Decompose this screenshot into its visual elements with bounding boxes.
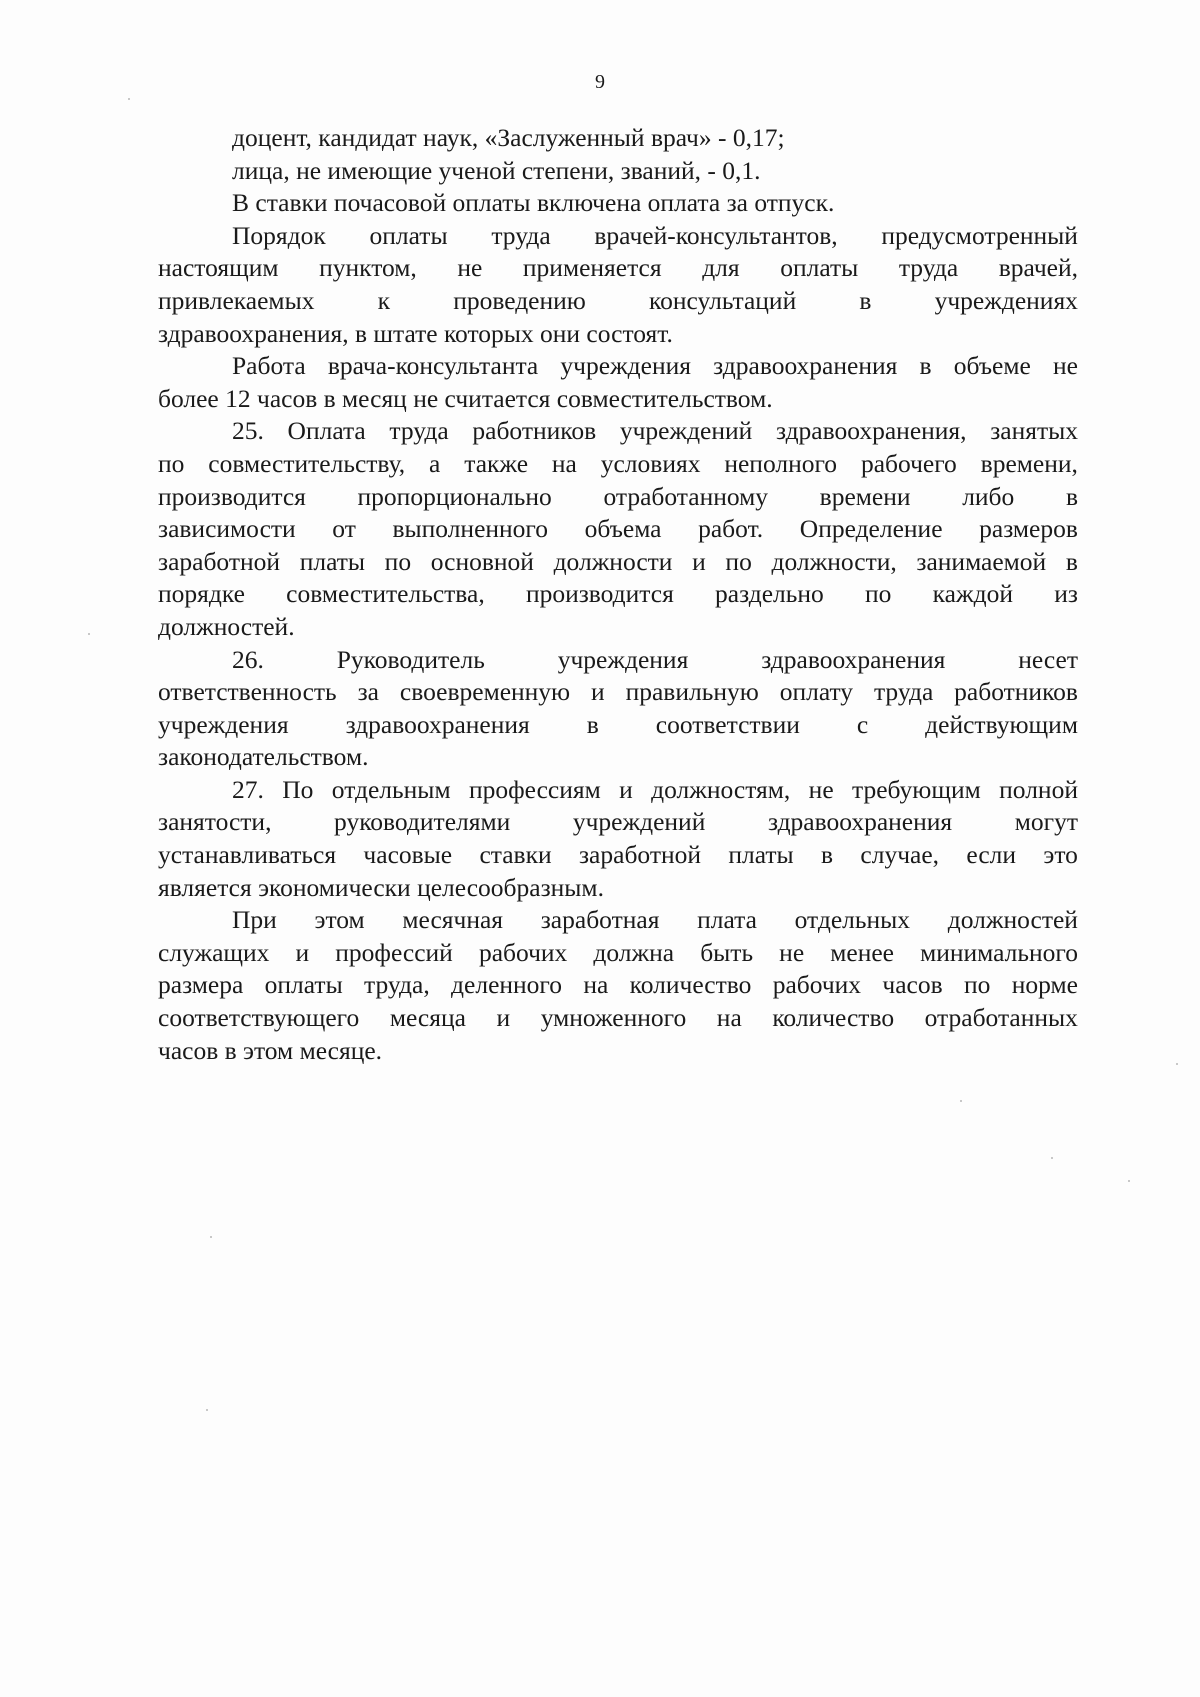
text-line bbox=[158, 448, 1078, 481]
text-word: более 12 часов в месяц не считается совместительством. bbox=[158, 383, 773, 413]
text-word: Оплата bbox=[287, 416, 366, 446]
text-word: на bbox=[716, 1003, 742, 1033]
text-word: не bbox=[808, 774, 834, 804]
text-word: занимаемой bbox=[916, 546, 1047, 576]
text-word: часовые bbox=[363, 840, 453, 870]
text-word: совместительства, bbox=[286, 579, 485, 609]
text-word: этом bbox=[314, 905, 365, 935]
text-word: это bbox=[1043, 840, 1078, 870]
text-word: не bbox=[457, 253, 483, 283]
text-word: рабочих bbox=[478, 937, 568, 967]
text-word: доцент, кандидат наук, «Заслуженный врач» - 0,17; bbox=[232, 123, 785, 152]
text-word: производится bbox=[525, 579, 674, 609]
text-word: При bbox=[232, 905, 277, 935]
text-word: Определение bbox=[799, 514, 943, 544]
text-word: быть bbox=[700, 937, 754, 967]
text-line bbox=[158, 872, 1078, 905]
text-word: платы bbox=[728, 840, 794, 870]
text-line bbox=[158, 937, 1078, 970]
text-word: в bbox=[919, 351, 932, 381]
text-word: оплаты bbox=[264, 970, 343, 1000]
text-word: объема bbox=[584, 514, 662, 544]
text-line bbox=[158, 1035, 1078, 1068]
text-word: По bbox=[282, 774, 314, 804]
text-word: предусмотренный bbox=[881, 220, 1078, 250]
text-word: 26. bbox=[232, 644, 264, 674]
text-line bbox=[158, 122, 1078, 155]
text-word: настоящим bbox=[158, 253, 279, 283]
text-word: раздельно bbox=[715, 579, 824, 609]
text-line bbox=[158, 155, 1078, 188]
text-word: и bbox=[619, 774, 633, 804]
text-word: часов bbox=[882, 970, 943, 1000]
text-word: должностей. bbox=[158, 611, 295, 641]
text-word: правильную bbox=[625, 677, 759, 707]
text-word: заработной bbox=[158, 546, 281, 576]
text-word: врача-консультанта bbox=[327, 351, 539, 381]
text-word: по bbox=[725, 546, 752, 576]
text-line bbox=[158, 839, 1078, 872]
text-word: занятых bbox=[990, 416, 1078, 446]
text-line bbox=[158, 741, 1078, 774]
text-word: законодательством. bbox=[158, 742, 369, 772]
text-word: является экономически целесообразным. bbox=[158, 872, 604, 902]
text-word: условиях bbox=[600, 448, 701, 478]
text-word: здравоохранения, bbox=[775, 416, 967, 446]
text-line bbox=[158, 969, 1078, 1002]
text-word: по bbox=[865, 579, 892, 609]
text-word: по bbox=[963, 970, 991, 1000]
text-word: отработанному bbox=[603, 481, 769, 511]
text-word: ставки bbox=[479, 840, 552, 870]
text-word: учреждения bbox=[557, 644, 689, 674]
text-word: В ставки почасовой оплаты включена оплата за отпуск. bbox=[232, 188, 835, 218]
text-word: на bbox=[583, 970, 609, 1000]
text-word: Работа bbox=[232, 351, 306, 381]
text-word: здравоохранения bbox=[713, 351, 898, 381]
text-word: месяца bbox=[389, 1003, 466, 1033]
text-word: пунктом, bbox=[319, 253, 417, 283]
text-word: требующим bbox=[852, 774, 981, 804]
text-word: работников bbox=[954, 677, 1078, 707]
text-word: в bbox=[1065, 546, 1078, 576]
text-word: профессий bbox=[335, 937, 453, 967]
text-word: плата bbox=[697, 905, 757, 935]
text-word: оплату bbox=[779, 677, 854, 707]
text-word: должна bbox=[593, 937, 675, 967]
text-word: не bbox=[779, 937, 805, 967]
text-word: за bbox=[357, 677, 379, 707]
text-word: с bbox=[856, 709, 869, 739]
text-word: отдельным bbox=[331, 774, 451, 804]
text-word: проведению bbox=[453, 285, 586, 315]
text-word: часов в этом месяце. bbox=[158, 1035, 383, 1065]
text-word: ответственность bbox=[158, 677, 337, 707]
text-word: консультаций bbox=[649, 285, 797, 315]
text-word: 25. bbox=[232, 416, 264, 446]
text-word: и bbox=[496, 1003, 511, 1033]
text-word: соответствии bbox=[655, 709, 800, 739]
text-word: здравоохранения bbox=[767, 807, 953, 837]
text-line bbox=[158, 611, 1078, 644]
text-word: оплаты bbox=[369, 220, 448, 250]
text-word: по bbox=[384, 546, 412, 576]
text-word: рабочего bbox=[860, 448, 957, 478]
text-word: должности bbox=[553, 546, 673, 576]
text-word: должностям, bbox=[651, 774, 791, 804]
scan-speck bbox=[206, 1409, 208, 1411]
text-word: количество bbox=[772, 1003, 895, 1033]
text-word: в bbox=[1065, 481, 1078, 511]
text-line bbox=[158, 415, 1078, 448]
text-word: руководителями bbox=[334, 807, 511, 837]
text-word: основной bbox=[430, 546, 534, 576]
text-word: и bbox=[295, 937, 310, 967]
text-word: умноженного bbox=[540, 1003, 687, 1033]
text-word: и bbox=[591, 677, 605, 707]
text-line bbox=[158, 383, 1078, 416]
text-word: по bbox=[158, 448, 185, 478]
text-line bbox=[158, 318, 1078, 351]
text-line bbox=[158, 252, 1078, 285]
text-word: должности, bbox=[771, 546, 897, 576]
text-word: пропорционально bbox=[357, 481, 552, 511]
page-number: 9 bbox=[595, 71, 605, 93]
text-line bbox=[158, 774, 1078, 807]
text-word: если bbox=[966, 840, 1017, 870]
text-word: размера bbox=[158, 970, 244, 1000]
text-word: учреждениях bbox=[934, 285, 1078, 315]
text-line bbox=[158, 220, 1078, 253]
text-line bbox=[158, 904, 1078, 937]
text-word: времени, bbox=[980, 448, 1078, 478]
text-word: учреждения bbox=[158, 709, 289, 739]
text-word: профессиям bbox=[468, 774, 601, 804]
text-word: лица, не имеющие ученой степени, званий, - 0,1. bbox=[232, 155, 761, 185]
text-word: работников bbox=[472, 416, 597, 446]
text-word: объеме bbox=[953, 351, 1031, 381]
text-word: привлекаемых bbox=[158, 285, 315, 315]
text-word: и bbox=[692, 546, 706, 576]
text-word: своевременную bbox=[399, 677, 571, 707]
text-word: учреждений bbox=[619, 416, 753, 446]
text-word: устанавливаться bbox=[158, 840, 337, 870]
text-word: в bbox=[586, 709, 599, 739]
text-word: врачей-консультантов, bbox=[594, 220, 838, 250]
scan-speck bbox=[128, 98, 130, 100]
text-word: могут bbox=[1014, 807, 1078, 837]
text-word: для bbox=[702, 253, 740, 283]
text-word: занятости, bbox=[158, 807, 272, 837]
text-word: в bbox=[821, 840, 834, 870]
text-word: на bbox=[551, 448, 577, 478]
text-line bbox=[158, 644, 1078, 677]
text-word: количество bbox=[629, 970, 752, 1000]
text-line bbox=[158, 709, 1078, 742]
text-word: заработная bbox=[540, 905, 660, 935]
document-body bbox=[158, 122, 1078, 1067]
text-word: производится bbox=[158, 481, 306, 511]
text-word: несет bbox=[1018, 644, 1078, 674]
text-line bbox=[158, 806, 1078, 839]
text-word: каждой bbox=[932, 579, 1013, 609]
text-word: размеров bbox=[979, 514, 1078, 544]
text-word: труда bbox=[491, 220, 551, 250]
text-word: работ. bbox=[698, 514, 764, 544]
text-word: минимального bbox=[920, 937, 1078, 967]
text-word: порядке bbox=[158, 579, 245, 609]
scan-speck bbox=[1051, 1157, 1053, 1159]
text-word: заработной bbox=[578, 840, 702, 870]
text-line bbox=[158, 285, 1078, 318]
text-line bbox=[158, 187, 1078, 220]
text-word: не bbox=[1053, 351, 1078, 381]
text-word: действующим bbox=[925, 709, 1078, 739]
text-word: труда, bbox=[364, 970, 430, 1000]
text-word: оплаты bbox=[780, 253, 859, 283]
text-word: здравоохранения, в штате которых они состоят. bbox=[158, 318, 673, 348]
text-word: труда bbox=[873, 677, 934, 707]
text-word: учреждений bbox=[572, 807, 706, 837]
text-word: 27. bbox=[232, 774, 264, 804]
text-word: совместительству, bbox=[208, 448, 406, 478]
text-word: отработанных bbox=[924, 1003, 1078, 1033]
text-word: Порядок bbox=[232, 220, 326, 250]
text-word: месячная bbox=[402, 905, 504, 935]
text-word: должностей bbox=[947, 905, 1078, 935]
text-word: времени bbox=[819, 481, 911, 511]
text-word: неполного bbox=[724, 448, 838, 478]
text-line bbox=[158, 481, 1078, 514]
text-word: менее bbox=[830, 937, 894, 967]
text-word: здравоохранения bbox=[345, 709, 530, 739]
scan-speck bbox=[210, 1236, 212, 1238]
text-word: труда bbox=[898, 253, 959, 283]
text-line bbox=[158, 676, 1078, 709]
text-word: труда bbox=[389, 416, 449, 446]
text-word: случае, bbox=[860, 840, 940, 870]
text-word: норме bbox=[1011, 970, 1078, 1000]
scan-speck bbox=[88, 633, 90, 635]
text-word: полной bbox=[999, 774, 1078, 804]
text-word: деленного bbox=[451, 970, 562, 1000]
text-word: соответствующего bbox=[158, 1003, 360, 1033]
text-line bbox=[158, 513, 1078, 546]
text-line bbox=[158, 1002, 1078, 1035]
text-word: отдельных bbox=[794, 905, 911, 935]
text-word: от bbox=[332, 514, 356, 544]
text-word: служащих bbox=[158, 937, 270, 967]
text-word: рабочих bbox=[772, 970, 862, 1000]
scan-speck bbox=[960, 1100, 962, 1102]
text-word: платы bbox=[299, 546, 366, 576]
text-word: к bbox=[377, 285, 391, 315]
text-line bbox=[158, 350, 1078, 383]
text-word: либо bbox=[962, 481, 1015, 511]
text-line bbox=[158, 546, 1078, 579]
text-line bbox=[158, 578, 1078, 611]
text-word: учреждения bbox=[560, 351, 691, 381]
text-word: здравоохранения bbox=[761, 644, 946, 674]
text-word: врачей, bbox=[998, 253, 1078, 283]
text-word: из bbox=[1054, 579, 1078, 609]
text-word: также bbox=[464, 448, 529, 478]
scan-speck bbox=[1176, 1063, 1178, 1065]
text-word: зависимости bbox=[158, 514, 296, 544]
text-word: в bbox=[859, 285, 872, 315]
text-word: Руководитель bbox=[336, 644, 485, 674]
text-word: а bbox=[429, 448, 441, 478]
scan-speck bbox=[1128, 1180, 1130, 1182]
text-word: применяется bbox=[522, 253, 662, 283]
text-word: выполненного bbox=[392, 514, 549, 544]
